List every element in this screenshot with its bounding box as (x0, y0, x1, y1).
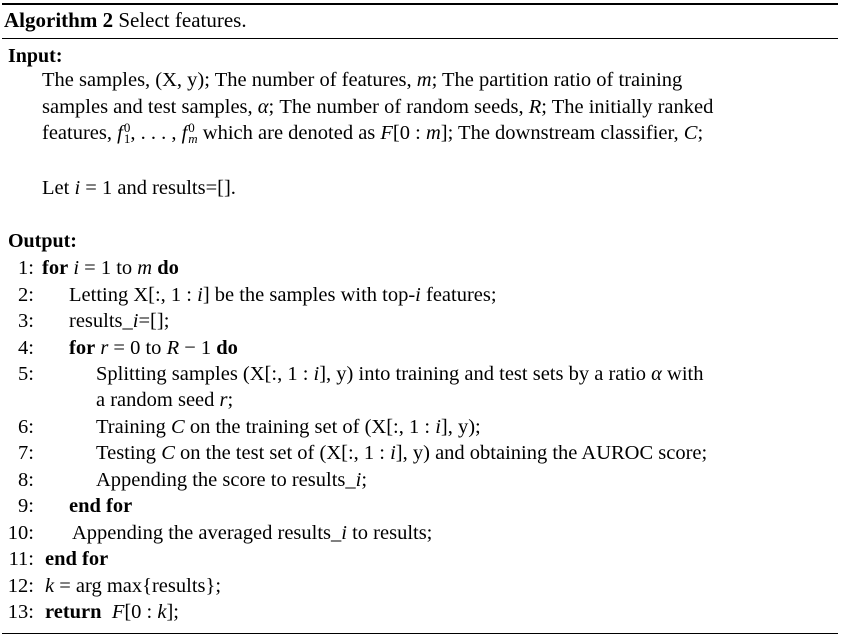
step-number: 13: (7, 601, 34, 623)
step-number: 9: (18, 495, 34, 517)
step-text: Appending the averaged results_i to results; (72, 522, 433, 544)
output-label: Output: (8, 230, 77, 252)
step-number: 12: (7, 575, 34, 597)
step-text: Training C on the training set of (X[:, 1 : i], y); (96, 416, 481, 438)
algorithm-label: Algorithm 2 (4, 8, 114, 32)
step-number: 6: (18, 416, 34, 438)
title-rule (2, 38, 838, 39)
step-text: Splitting samples (X[:, 1 : i], y) into training and test sets by a ratio α with (96, 363, 704, 385)
step-text: return F[0 : k]; (45, 601, 180, 623)
step-number: 10: (7, 522, 34, 544)
input-let-line: Let i = 1 and results=[]. (42, 177, 236, 199)
step-number: 2: (18, 284, 34, 306)
top-rule (2, 3, 838, 5)
step-number: 3: (18, 310, 34, 332)
input-description (42, 67, 713, 147)
step-text: end for (69, 495, 133, 517)
bottom-rule (2, 633, 838, 634)
step-number: 7: (18, 442, 34, 464)
step-number: 5: (18, 363, 34, 385)
step-number: 4: (18, 337, 34, 359)
step-number: 11: (8, 548, 34, 570)
step-number: 1: (18, 257, 34, 279)
step-text: Appending the score to results_i; (96, 469, 368, 491)
step-text: Letting X[:, 1 : i] be the samples with top-i features; (69, 284, 497, 306)
step-text: for i = 1 to m do (42, 257, 179, 279)
input-line-3: features, f 0 1 , . . . , f 0 m which are denoted as F[0 : m]; The downstream classifier, C; (42, 120, 704, 146)
step-text: Testing C on the test set of (X[:, 1 : i], y) and obtaining the AUROC score; (96, 442, 708, 464)
step-number: 8: (18, 469, 34, 491)
step-text: results_i=[]; (69, 310, 170, 332)
input-line-2: samples and test samples, α; The number of random seeds, R; The initially ranked (42, 95, 714, 118)
step-text: a random seed r; (96, 389, 234, 411)
input-label: Input: (8, 45, 63, 67)
step-text: k = arg max{results}; (45, 575, 222, 597)
algorithm-caption: Select features. (118, 8, 247, 32)
step-text: for r = 0 to R − 1 do (69, 337, 238, 359)
algorithm-title (4, 7, 247, 33)
step-text: end for (45, 548, 109, 570)
input-line-1: The samples, (X, y); The number of features, m; The partition ratio of training (42, 69, 683, 91)
